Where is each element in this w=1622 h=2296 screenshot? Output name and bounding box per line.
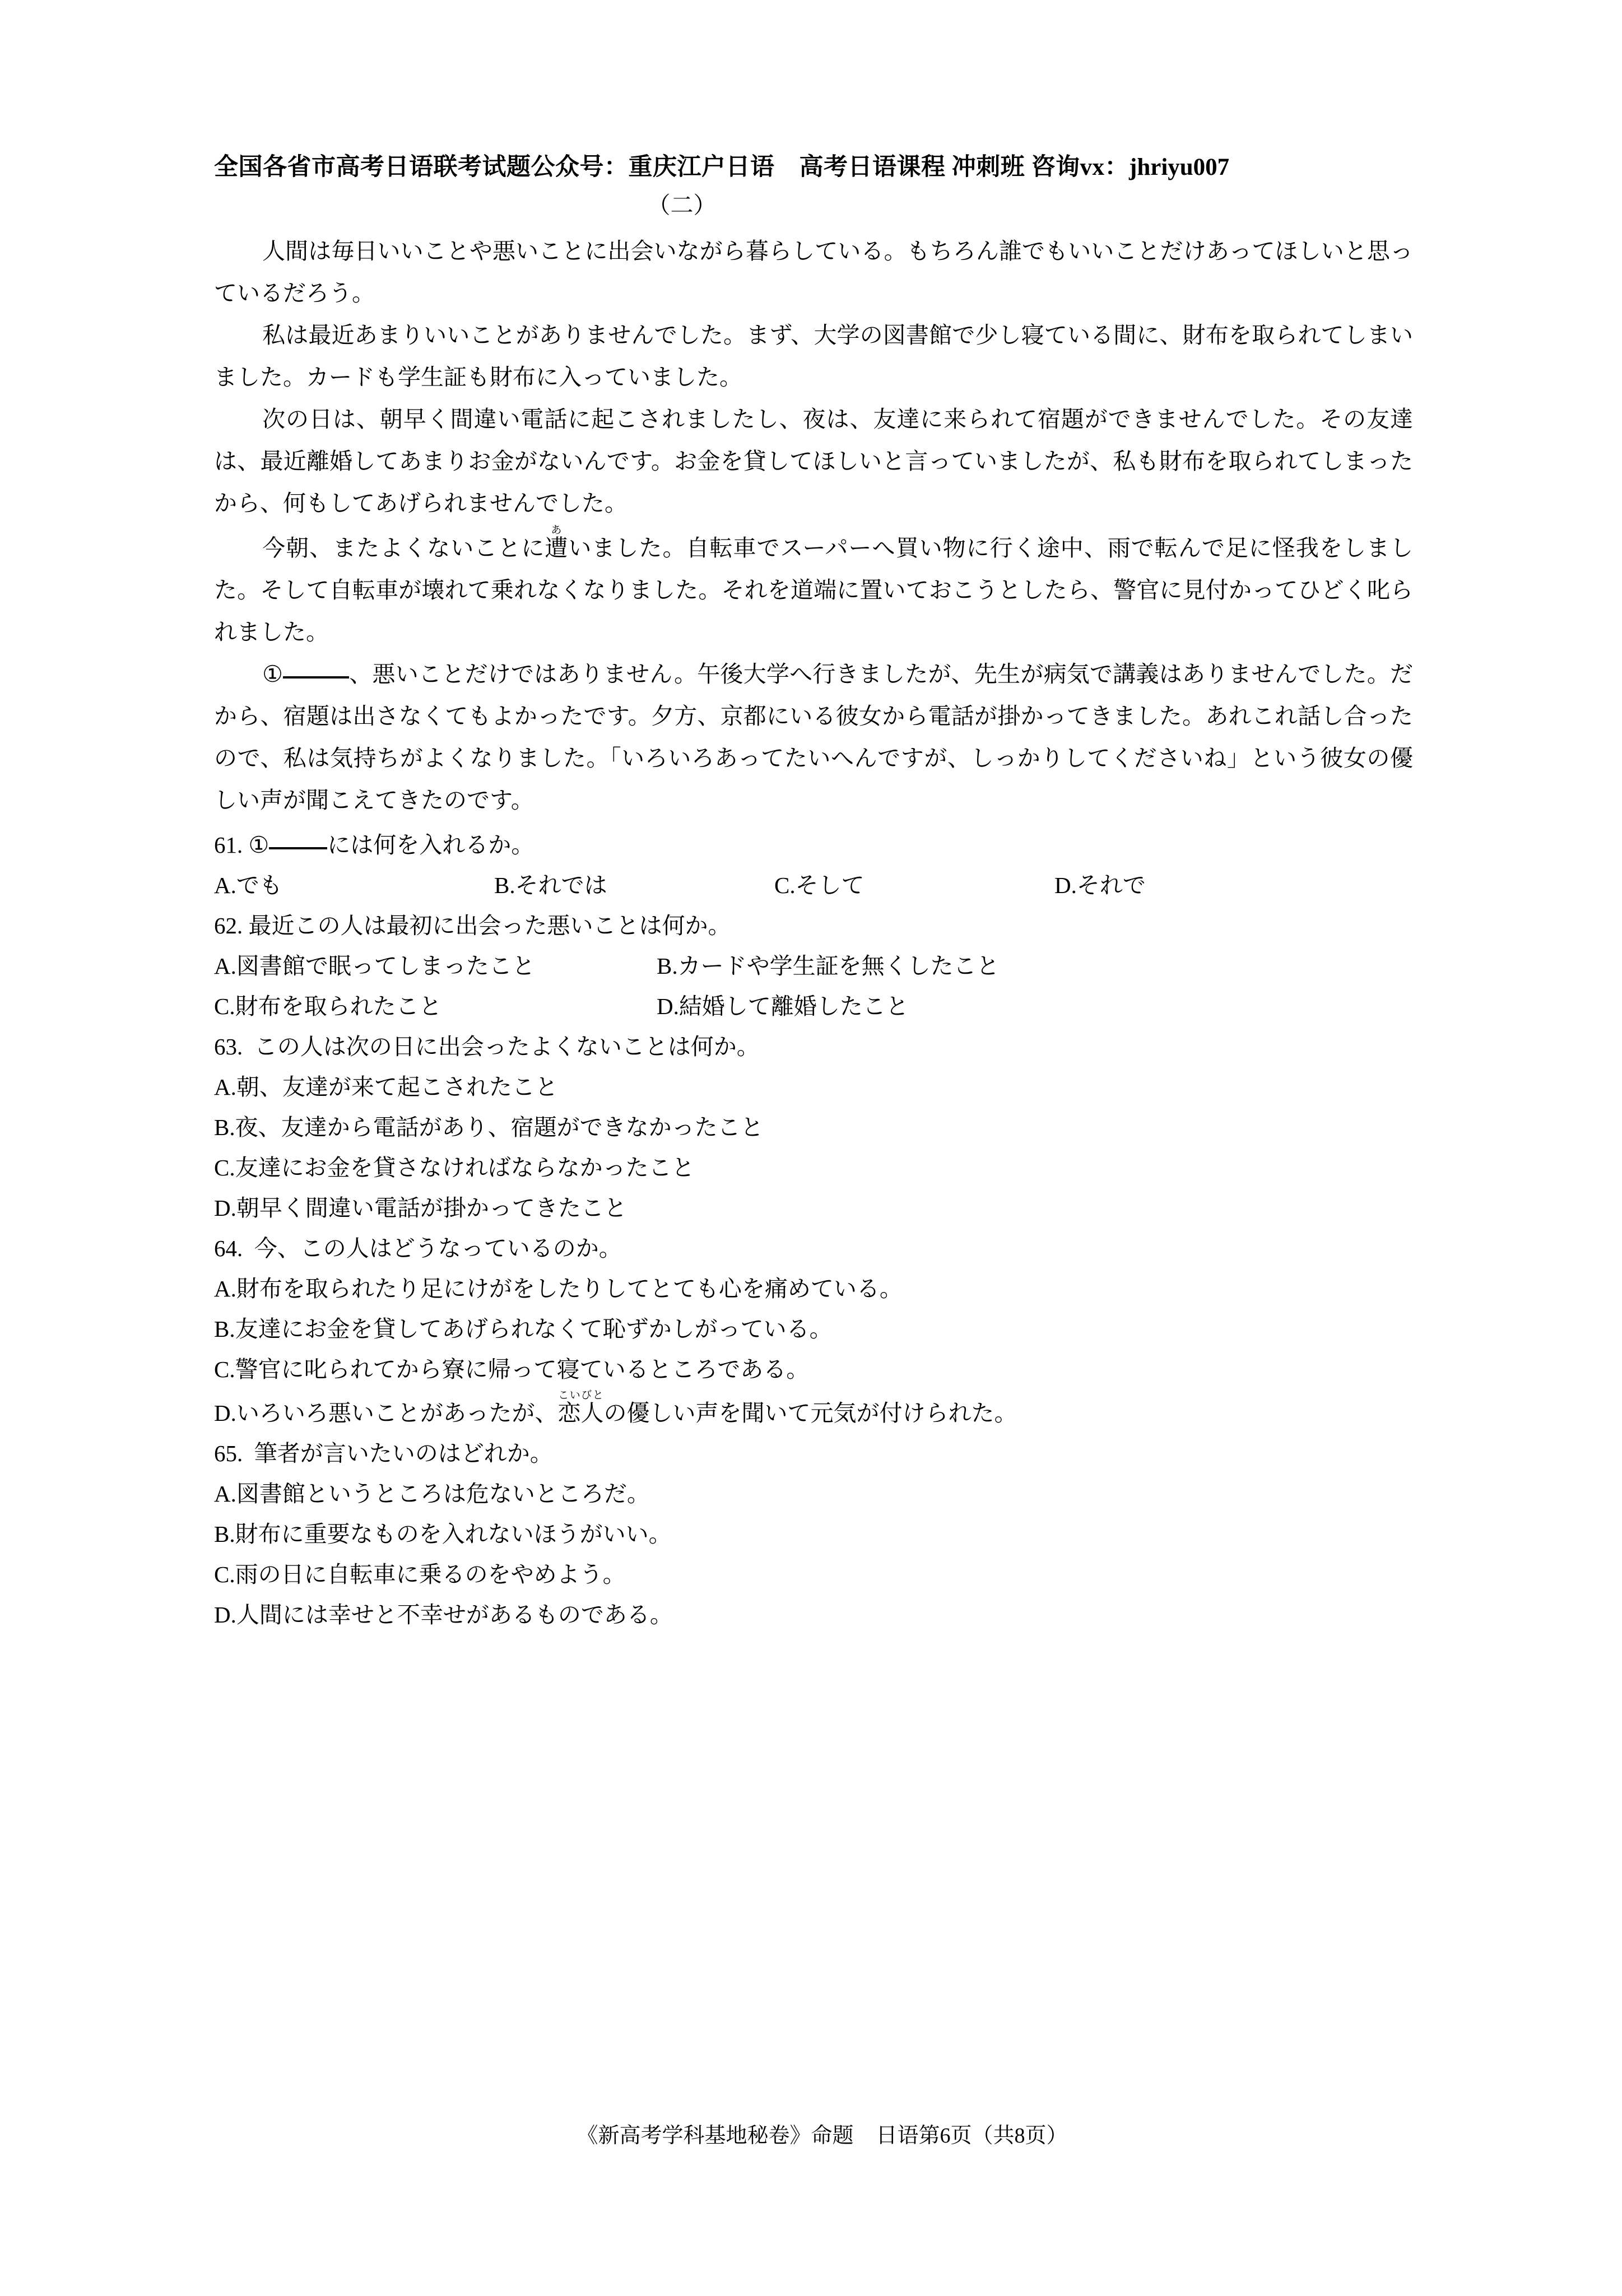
option-62-c-text: 財布を取られたこと — [235, 993, 442, 1020]
footer-page-number: 6 — [940, 2124, 951, 2148]
footer-source: 《新高考学科基地秘卷》命题 — [577, 2124, 854, 2148]
reading-passage — [214, 230, 1413, 821]
option-64-d-label: D. — [214, 1400, 236, 1426]
option-63-d-text: 朝早く間違い電話が掛かってきたこと — [236, 1195, 627, 1221]
option-63-c-label: C. — [214, 1155, 235, 1181]
footer-page-mid: 页（共 — [950, 2124, 1015, 2148]
option-62-c-label: C. — [214, 993, 235, 1020]
option-63-b-label: B. — [214, 1114, 235, 1141]
questions-list — [214, 825, 1413, 1635]
question-64-stem — [214, 1228, 1413, 1268]
option-62-b-text: カードや学生証を無くしたこと — [677, 953, 1000, 979]
footer-page-total: 8 — [1014, 2124, 1025, 2148]
header-contact-id: jhriyu007 — [1129, 154, 1230, 180]
option-64-b[interactable] — [214, 1309, 1413, 1349]
ruby-au — [545, 524, 569, 561]
option-62-a-text: 図書館で眠ってしまったこと — [236, 953, 535, 979]
option-64-a-text: 財布を取られたり足にけがをしたりしてとても心を痛めている。 — [236, 1276, 903, 1302]
question-61-blank — [269, 830, 327, 849]
option-61-c-label: C. — [774, 872, 796, 899]
question-61-stem-text: には何を入れるか。 — [327, 832, 535, 858]
question-62-number: 62. — [214, 913, 243, 939]
option-65-c[interactable] — [214, 1554, 1413, 1595]
option-63-a-label: A. — [214, 1074, 236, 1100]
option-63-c-text: 友達にお金を貸さなければならなかったこと — [235, 1155, 695, 1181]
ruby-base-koibito: 恋人 — [557, 1400, 604, 1426]
footer-page-pre: 日语第 — [876, 2124, 940, 2148]
question-61-number: 61. — [214, 832, 243, 858]
document-header — [214, 152, 1413, 183]
passage-paragraph-4 — [214, 524, 1413, 653]
option-65-c-text: 雨の日に自転車に乗るのをやめよう。 — [235, 1561, 626, 1588]
question-63-stem — [214, 1026, 1413, 1067]
question-62-stem-text: 最近この人は最初に出会った悪いことは何か。 — [248, 913, 731, 939]
option-63-a[interactable] — [214, 1067, 1413, 1107]
option-61-b-text: それでは — [515, 872, 607, 899]
option-64-d-after-ruby: の優しい声を聞いて元気が付けられた。 — [603, 1400, 1017, 1426]
question-62-options-row-1 — [214, 946, 1413, 986]
option-65-d-text: 人間には幸せと不幸せがあるものである。 — [236, 1602, 673, 1628]
footer-page-post: 页） — [1025, 2124, 1068, 2148]
question-62-options-row-2 — [214, 986, 1413, 1026]
question-61-options — [214, 865, 1413, 905]
passage-paragraph-3: 次の日は、朝早く間違い電話に起こされましたし、夜は、友達に来られて宿題ができませんでした。その友達は、最近離婚してあまりお金がないんです。お金を貸してほしいと言っていましたが、私も財布を取られてしまったから、何もしてあげられませんでした。 — [214, 406, 1413, 517]
option-61-c-text: そして — [795, 872, 865, 899]
section-title: （二） — [647, 192, 717, 218]
option-62-a-label: A. — [214, 953, 236, 979]
paragraph-4-after-ruby: いました。自転車でスーパーへ買い物に行く途中、雨で転んで足に怪我をしました。そして自転車が壊れて乗れなくなりました。それを道端に置いておこうとしたら、警官に見付かってひどく叱られました。 — [214, 535, 1414, 645]
question-64-stem-text: 今、この人はどうなっているのか。 — [254, 1235, 622, 1262]
option-65-b-label: B. — [214, 1521, 235, 1547]
header-left-text: 全国各省市高考日语联考试题公众号：重庆江户日语 — [214, 154, 775, 180]
question-63 — [214, 1026, 1413, 1228]
option-63-b-text: 夜、友達から電話があり、宿題ができなかったこと — [235, 1114, 764, 1141]
passage-fill-in-blank — [283, 659, 349, 678]
option-62-c[interactable] — [214, 986, 657, 1026]
option-61-a-label: A. — [214, 872, 236, 899]
paragraph-5-after-blank: 、悪いことだけではありません。午後大学へ行きましたが、先生が病気で講義はありませんでした。だから、宿題は出さなくてもよかったです。夕方、京都にいる彼女から電話が掛かってきました。あれこれ話し合ったので、私は気持ちがよくなりました。「いろいろあってたいへんですが、しっかりしてくださいね」という彼女の優しい声が聞こえてきたのです。 — [214, 661, 1413, 814]
header-mid-text: 高考日语课程 冲刺班 咨询vx： — [799, 154, 1129, 180]
option-64-d-before-ruby: いろいろ悪いことがあったが、 — [236, 1400, 558, 1426]
option-65-b-text: 財布に重要なものを入れないほうがいい。 — [235, 1521, 672, 1547]
question-65-stem — [214, 1433, 1413, 1474]
ruby-koibito — [557, 1389, 604, 1426]
option-64-b-label: B. — [214, 1316, 235, 1342]
option-62-d[interactable] — [657, 986, 1099, 1026]
question-62 — [214, 905, 1413, 1026]
option-65-d-label: D. — [214, 1602, 236, 1628]
option-61-d-label: D. — [1054, 872, 1077, 899]
option-65-a-text: 図書館というところは危ないところだ。 — [236, 1481, 650, 1507]
option-61-c[interactable] — [774, 865, 1054, 905]
option-65-b[interactable] — [214, 1514, 1413, 1554]
option-65-a[interactable] — [214, 1474, 1413, 1514]
option-61-b[interactable] — [494, 865, 774, 905]
option-64-c[interactable] — [214, 1349, 1413, 1389]
question-63-number: 63. — [214, 1034, 243, 1060]
question-61-marker: ① — [248, 832, 269, 858]
option-63-c[interactable] — [214, 1147, 1413, 1188]
passage-paragraph-2: 私は最近あまりいいことがありませんでした。まず、大学の図書館で少し寝ている間に、財布を取られてしまいました。カードも学生証も財布に入っていました。 — [214, 322, 1413, 391]
option-62-d-label: D. — [657, 993, 679, 1020]
question-61 — [214, 825, 1413, 905]
option-61-a[interactable] — [214, 865, 494, 905]
option-64-c-label: C. — [214, 1356, 235, 1383]
option-62-b-label: B. — [657, 953, 678, 979]
option-64-b-text: 友達にお金を貸してあげられなくて恥ずかしがっている。 — [235, 1316, 833, 1342]
option-63-d[interactable] — [214, 1188, 1413, 1228]
option-64-a-label: A. — [214, 1276, 236, 1302]
question-63-stem-text: この人は次の日に出会ったよくないことは何か。 — [254, 1034, 760, 1060]
option-63-b[interactable] — [214, 1107, 1413, 1147]
option-61-a-text: でも — [236, 872, 282, 899]
ruby-base-au: 遭 — [545, 535, 569, 561]
question-65-stem-text: 筆者が言いたいのはどれか。 — [254, 1440, 553, 1467]
paragraph-4-before-ruby: 今朝、またよくないことに — [262, 535, 545, 561]
option-63-a-text: 朝、友達が来て起こされたこと — [236, 1074, 558, 1100]
option-62-d-text: 結婚して離婚したこと — [678, 993, 909, 1020]
option-64-d[interactable] — [214, 1389, 1413, 1433]
question-62-stem — [214, 905, 1413, 946]
question-61-stem — [214, 825, 1413, 865]
question-65 — [214, 1433, 1413, 1635]
option-62-a[interactable] — [214, 946, 657, 986]
passage-blank-marker: ① — [262, 661, 283, 687]
ruby-text-au: あ — [545, 524, 568, 537]
page-footer — [0, 2122, 1622, 2150]
passage-paragraph-5 — [214, 653, 1413, 821]
option-64-a[interactable] — [214, 1268, 1413, 1309]
question-65-number: 65. — [214, 1440, 243, 1467]
option-61-d[interactable] — [1054, 865, 1335, 905]
page-content — [214, 0, 1413, 1635]
passage-paragraph-1: 人間は毎日いいことや悪いことに出会いながら暮らしている。もちろん誰でもいいことだけあってほしいと思っているだろう。 — [214, 238, 1413, 306]
ruby-text-koibito: こいびと — [557, 1389, 604, 1402]
option-63-d-label: D. — [214, 1195, 236, 1221]
option-65-c-label: C. — [214, 1561, 235, 1588]
question-64 — [214, 1228, 1413, 1433]
option-65-d[interactable] — [214, 1595, 1413, 1635]
option-64-c-text: 警官に叱られてから寮に帰って寝ているところである。 — [235, 1356, 810, 1383]
option-65-a-label: A. — [214, 1481, 236, 1507]
question-64-number: 64. — [214, 1235, 243, 1262]
option-61-b-label: B. — [494, 872, 515, 899]
option-62-b[interactable] — [657, 946, 1099, 986]
option-61-d-text: それで — [1076, 872, 1146, 899]
